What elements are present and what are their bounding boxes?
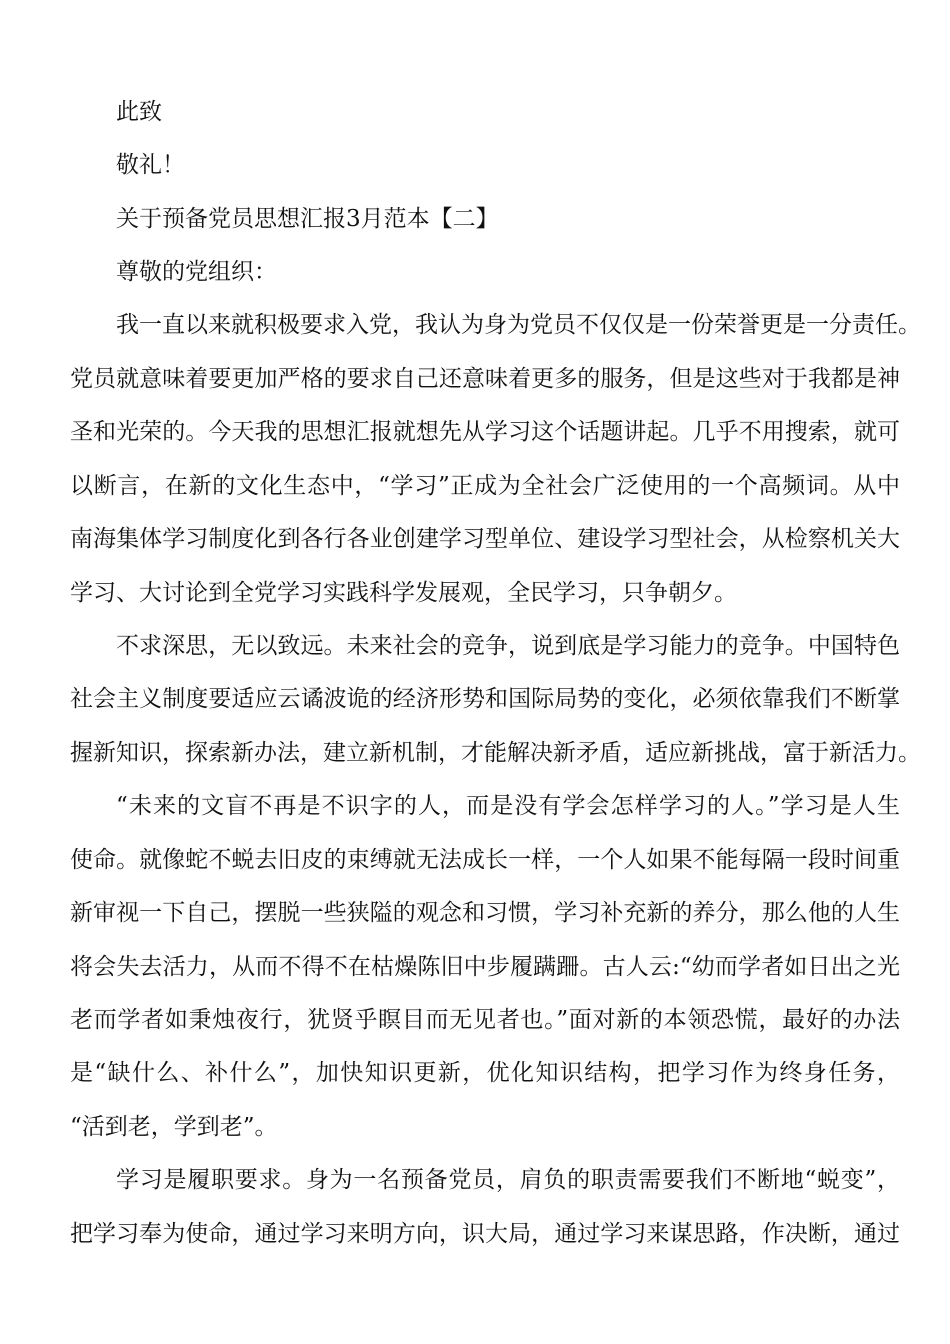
section-title: 关于预备党员思想汇报3月范本【二】 [116, 206, 499, 232]
paragraph-4-line-1: 学习是履职要求。身为一名预备党员，肩负的职责需要我们不断地“蜕变”， [116, 1167, 900, 1193]
paragraph-3-line-7: “活到老，学到老”。 [70, 1114, 278, 1140]
paragraph-3-line-6: 是“缺什么、补什么”，加快知识更新，优化知识结构，把学习作为终身任务， [70, 1060, 900, 1086]
closing-line-2: 敬礼！ [116, 152, 185, 178]
paragraph-2-line-2: 社会主义制度要适应云谲波诡的经济形势和国际局势的变化，必须依靠我们不断掌 [70, 686, 900, 712]
paragraph-2-line-1: 不求深思，无以致远。未来社会的竞争，说到底是学习能力的竞争。中国特色 [116, 633, 900, 659]
paragraph-3-line-2: 使命。就像蛇不蜕去旧皮的束缚就无法成长一样，一个人如果不能每隔一段时间重 [70, 847, 900, 873]
paragraph-1-line-1: 我一直以来就积极要求入党，我认为身为党员不仅仅是一份荣誉更是一分责任。 [116, 312, 921, 338]
paragraph-1-line-6: 学习、大讨论到全党学习实践科学发展观，全民学习，只争朝夕。 [70, 580, 737, 606]
paragraph-3-line-1: “未来的文盲不再是不识字的人，而是没有学会怎样学习的人。”学习是人生 [116, 793, 900, 819]
paragraph-1-line-5: 南海集体学习制度化到各行各业创建学习型单位、建设学习型社会，从检察机关大 [70, 526, 900, 552]
paragraph-4-line-2: 把学习奉为使命，通过学习来明方向，识大局，通过学习来谋思路，作决断，通过 [70, 1221, 900, 1247]
paragraph-1-line-3: 圣和光荣的。今天我的思想汇报就想先从学习这个话题讲起。几乎不用搜索，就可 [70, 419, 900, 445]
salutation: 尊敬的党组织： [116, 259, 277, 285]
paragraph-3-line-5: 老而学者如秉烛夜行，犹贤乎瞑目而无见者也。”面对新的本领恐慌，最好的办法 [70, 1007, 900, 1033]
paragraph-3-line-3: 新审视一下自己，摆脱一些狭隘的观念和习惯，学习补充新的养分，那么他的人生 [70, 900, 900, 926]
paragraph-2-line-3: 握新知识，探索新办法，建立新机制，才能解决新矛盾，适应新挑战，富于新活力。 [70, 740, 921, 766]
paragraph-1-line-2: 党员就意味着要更加严格的要求自己还意味着更多的服务，但是这些对于我都是神 [70, 366, 900, 392]
paragraph-3-line-4: 将会失去活力，从而不得不在枯燥陈旧中步履蹒跚。古人云:“幼而学者如日出之光 [70, 954, 900, 980]
paragraph-1-line-4: 以断言，在新的文化生态中，“学习”正成为全社会广泛使用的一个高频词。从中 [70, 473, 900, 499]
closing-line-1: 此致 [116, 99, 162, 125]
